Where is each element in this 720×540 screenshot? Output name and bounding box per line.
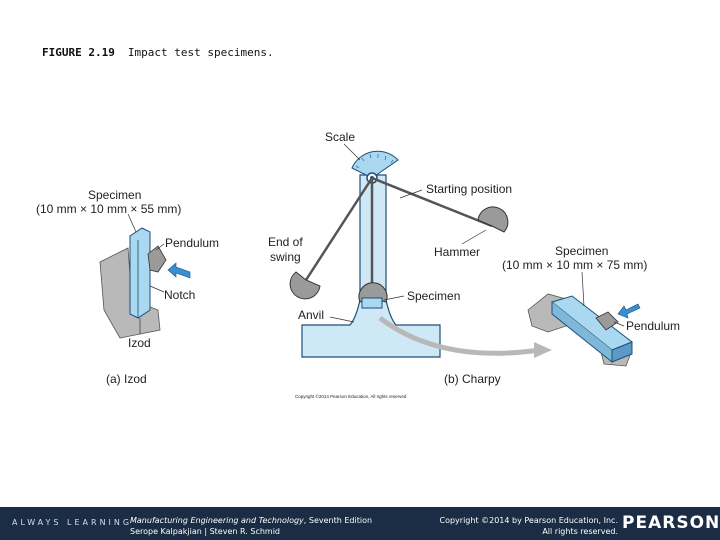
center-specimen [362,298,382,308]
izod-impact-arrow [168,263,190,278]
label-charpy-pendulum: Pendulum [626,319,681,333]
izod-specimen [130,228,150,318]
izod-setup [100,214,190,338]
caption-charpy: (b) Charpy [444,372,501,386]
label-izod-notch: Notch [164,288,196,302]
izod-pendulum [148,246,166,272]
copyright-notice [412,515,618,537]
label-izod: Izod [128,336,151,350]
label-specimen-center: Specimen [407,289,461,303]
label-izod-specimen-2: (10 mm × 10 mm × 55 mm) [36,202,182,216]
figure-number: FIGURE 2.19 [42,46,115,59]
figure-copyright: Copyright ©2014 Pearson Education, All rights reserved [295,394,407,399]
caption-izod: (a) Izod [106,372,147,386]
footer-bar [0,507,720,540]
book-edition: , Seventh Edition [303,516,373,525]
hammer-start [478,207,508,232]
book-authors: Serope Kalpakjian | Steven R. Schmid [130,527,280,536]
label-hammer: Hammer [434,245,481,259]
brand-tagline: ALWAYS LEARNING [12,518,133,527]
label-end-of-swing-2: swing [270,250,301,264]
figure-title: Impact test specimens. [127,46,274,59]
book-title: Manufacturing Engineering and Technology [130,516,304,525]
label-charpy-specimen-2: (10 mm × 10 mm × 75 mm) [502,258,648,272]
label-izod-pendulum: Pendulum [165,236,220,250]
copyright-line-2: All rights reserved. [542,527,618,536]
label-izod-specimen-1: Specimen [88,188,142,202]
label-scale: Scale [325,130,356,144]
charpy-impact-arrow [618,304,640,318]
book-info [130,515,372,537]
label-end-of-swing-1: End of [268,235,303,249]
label-charpy-specimen-1: Specimen [555,244,609,258]
hammer-end-swing [290,272,320,299]
copyright-line-1: Copyright ©2014 by Pearson Education, Inc. [439,516,618,525]
pearson-logo: PEARSON [622,513,720,533]
label-anvil: Anvil [298,308,325,322]
label-starting-position: Starting position [426,182,513,196]
impact-machine [290,144,552,358]
